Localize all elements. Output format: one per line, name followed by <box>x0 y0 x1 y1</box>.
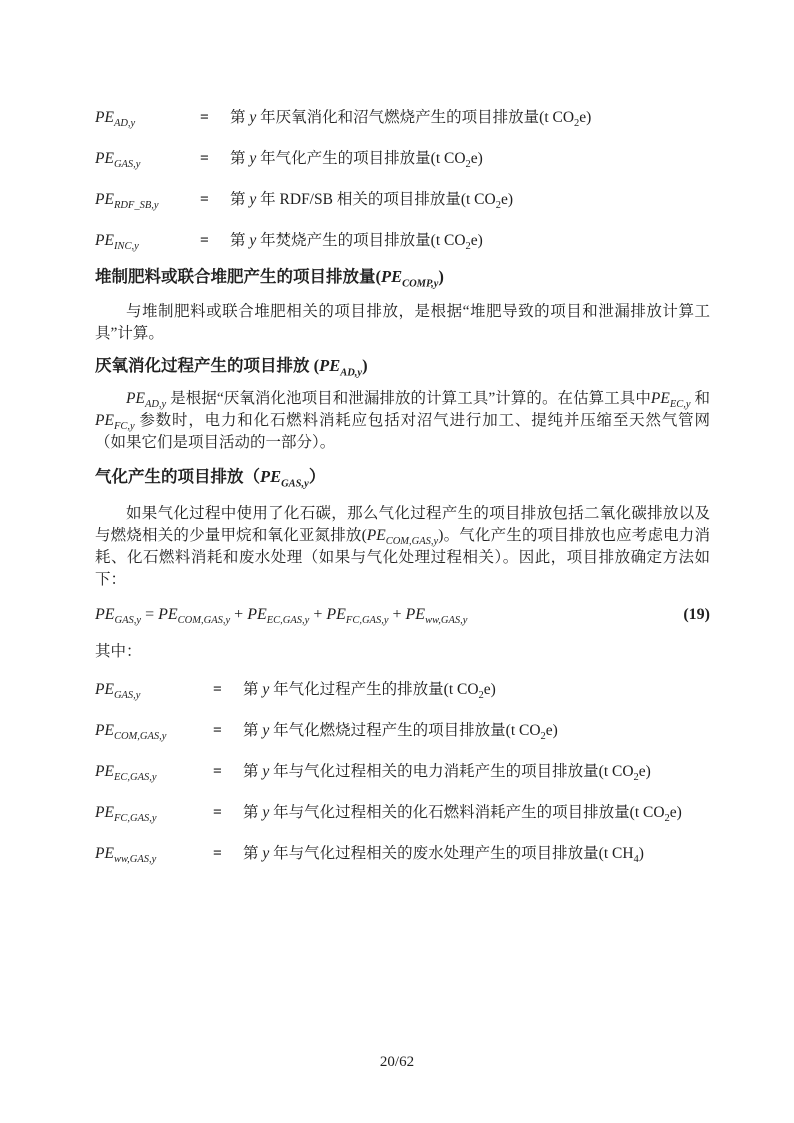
definition-description: 第 y 年气化燃烧过程产生的项目排放量(t $CO_2e$) <box>243 722 558 743</box>
definition-list-gasification <box>95 680 710 864</box>
definition-term: $PE_{COM,GAS,y}$ <box>95 722 167 743</box>
definition-row <box>95 680 710 700</box>
definition-description: 第 y 年气化过程产生的排放量(t $CO_2e$) <box>243 681 496 702</box>
definition-row <box>95 190 710 210</box>
definition-description: 第 y 年与气化过程相关的化石燃料消耗产生的项目排放量(t $CO_2e$) <box>243 804 682 825</box>
equation-19 <box>95 604 710 626</box>
heading-anaerobic-digestion: 厌氧消化过程产生的项目排放 $(PE_{AD,y})$ <box>95 356 368 379</box>
definition-term: $PE_{INC,y}$ <box>95 232 139 253</box>
paragraph-compost-emissions: 与堆制肥料或联合堆肥相关的项目排放，是根据“堆肥导致的项目和泄漏排放计算工具”计算。 <box>95 303 710 342</box>
definition-row <box>95 762 710 782</box>
paragraph-anaerobic-digestion: $PE_{AD,y}$ 是根据“厌氧消化池项目和泄漏排放的计算工具”计算的。在估算工具中$PE_{EC,y}$ 和 $PE_{FC,y}$ 参数时，电力和化石燃料消耗应包括对沼气进行加工、提纯并压缩至天然气管网（如果它们是项目活动的一部分）。 <box>95 390 710 451</box>
definition-description: 第 y 年与气化过程相关的电力消耗产生的项目排放量(t $CO_2e$) <box>243 763 651 784</box>
definition-description: 第 y 年气化产生的项目排放量(t $CO_2e$) <box>230 150 483 171</box>
equals-sign: = <box>213 845 222 862</box>
equals-sign: = <box>200 232 209 249</box>
page-number-footer: 20/62 <box>379 1054 415 1070</box>
equation-number: (19) <box>683 606 710 623</box>
equals-sign: = <box>200 191 209 208</box>
heading-gasification-emissions: 气化产生的项目排放$(PE_{GAS,y})$ <box>95 467 326 490</box>
definition-description: 第 y 年厌氧消化和沼气燃烧产生的项目排放量(t $CO_2e$) <box>230 109 592 130</box>
paragraph-gasification-emissions: 如果气化过程中使用了化石碳，那么气化过程产生的项目排放包括二氧化碳排放以及与燃烧相关的少量甲烷和氧化亚氮排放$(PE_{COM,GAS,y})$。气化产生的项目排放也应考虑电力消耗、化石燃料消耗和废水处理（如果与气化处理过程相关）。因此，项目排放确定方法如下： <box>95 505 710 588</box>
definition-term: $PE_{GAS,y}$ <box>95 681 141 702</box>
definition-term: $PE_{FC,GAS,y}$ <box>95 804 157 825</box>
equals-sign: = <box>213 763 222 780</box>
heading-compost-emissions: 堆制肥料或联合堆肥产生的项目排放量$(PE_{COMP,y})$ <box>95 267 444 290</box>
where-label: 其中： <box>95 643 142 660</box>
definition-row <box>95 149 710 169</box>
equation-formula: $PE_{GAS,y} = PE_{COM,GAS,y} + PE_{EC,GAS,y} + PE_{FC,GAS,y} + PE_{ww,GAS,y}$ <box>95 606 468 627</box>
definition-row <box>95 803 710 823</box>
definition-term: $PE_{GAS,y}$ <box>95 150 141 171</box>
definition-term: $PE_{EC,GAS,y}$ <box>95 763 157 784</box>
definition-list-top <box>95 108 710 251</box>
definition-term: $PE_{AD,y}$ <box>95 109 136 130</box>
equals-sign: = <box>200 109 209 126</box>
equals-sign: = <box>200 150 209 167</box>
definition-description: 第 y 年焚烧产生的项目排放量(t $CO_2e$) <box>230 232 483 253</box>
definition-row <box>95 721 710 741</box>
equals-sign: = <box>213 681 222 698</box>
definition-description: 第 y 年与气化过程相关的废水处理产生的项目排放量(t $CH_4$) <box>243 845 644 866</box>
definition-row <box>95 108 710 128</box>
definition-term: $PE_{RDF\_SB,y}$ <box>95 191 159 212</box>
equals-sign: = <box>213 722 222 739</box>
definition-term: $PE_{ww,GAS,y}$ <box>95 845 157 866</box>
definition-description: 第 y 年 RDF/SB 相关的项目排放量(t $CO_2e$) <box>230 191 513 212</box>
definition-row <box>95 844 710 864</box>
equals-sign: = <box>213 804 222 821</box>
definition-row <box>95 231 710 251</box>
